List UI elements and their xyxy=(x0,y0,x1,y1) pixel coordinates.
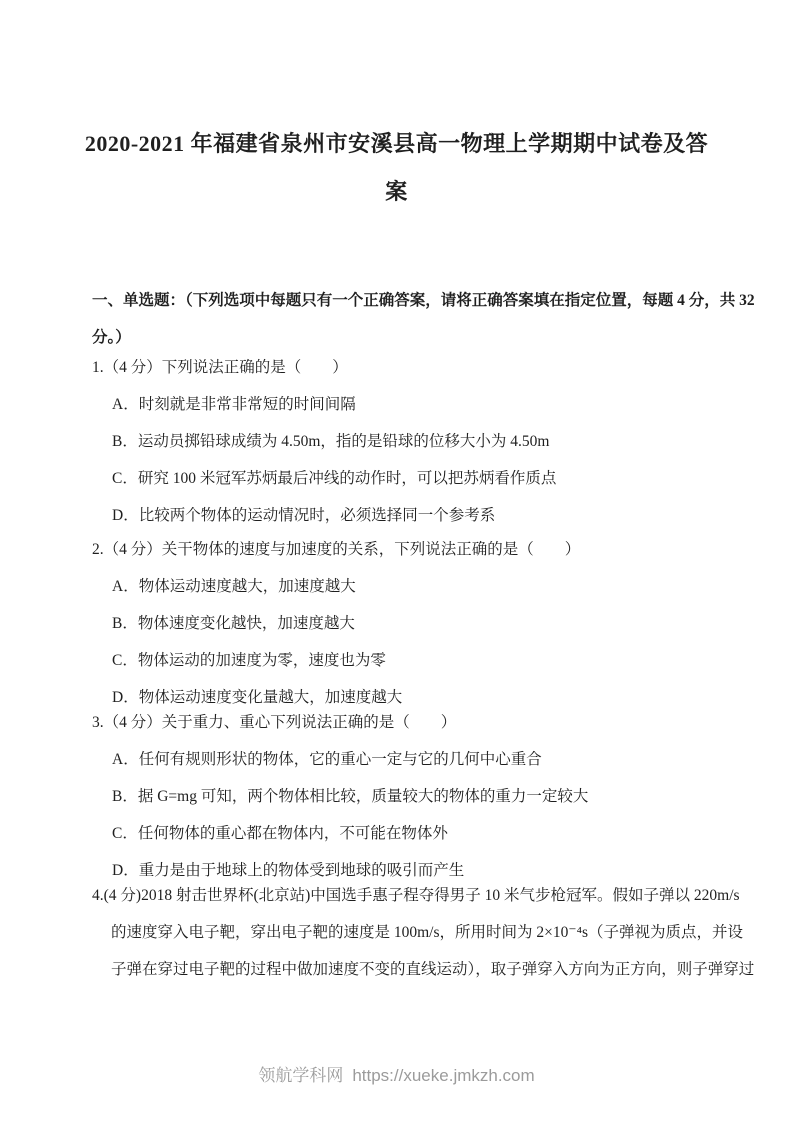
document-title xyxy=(0,120,793,216)
question-2-option-d: D．物体运动速度变化量越大，加速度越大 xyxy=(112,689,403,706)
document-title-line-1: 2020-2021 年福建省泉州市安溪县高一物理上学期期中试卷及答 xyxy=(84,131,709,156)
question-2-option-b: B．物体速度变化越快，加速度越大 xyxy=(112,615,355,632)
question-2-option-c: C．物体运动的加速度为零，速度也为零 xyxy=(112,652,386,669)
section-header-line-1: 一、单选题：（下列选项中每题只有一个正确答案，请将正确答案填在指定位置，每题 4 分，共 32 xyxy=(92,292,755,309)
footer-url: https://xueke.jmkzh.com xyxy=(352,1066,535,1085)
question-1-stem: 1.（4 分）下列说法正确的是（ ） xyxy=(92,359,348,376)
question-3-option-b: B．据 G=mg 可知，两个物体相比较，质量较大的物体的重力一定较大 xyxy=(112,788,589,805)
question-3-option-d: D．重力是由于地球上的物体受到地球的吸引而产生 xyxy=(112,862,465,879)
question-1-option-d: D．比较两个物体的运动情况时，必须选择同一个参考系 xyxy=(112,507,496,524)
question-1-option-a: A．时刻就是非常非常短的时间间隔 xyxy=(112,396,356,413)
question-4-stem-line-1: 4.(4 分)2018 射击世界杯(北京站)中国选手惠子程夺得男子 10 米气步枪冠军。假如子弹以 220m/s xyxy=(92,887,740,904)
question-2-option-a: A．物体运动速度越大，加速度越大 xyxy=(112,578,356,595)
question-4-stem-line-2: 的速度穿入电子靶，穿出电子靶的速度是 100m/s，所用时间为 2×10⁻⁴s（子弹视为质点，并设 xyxy=(111,924,744,941)
question-3 xyxy=(92,704,717,889)
question-3-stem: 3.（4 分）关于重力、重心下列说法正确的是（ ） xyxy=(92,714,457,731)
question-1 xyxy=(92,349,717,534)
question-1-option-c: C．研究 100 米冠军苏炳最后冲线的动作时，可以把苏炳看作质点 xyxy=(112,470,557,487)
footer-site-name: 领航学科网 xyxy=(258,1066,344,1085)
question-1-option-b: B．运动员掷铅球成绩为 4.50m，指的是铅球的位移大小为 4.50m xyxy=(112,433,550,450)
document-title-line-2: 案 xyxy=(385,179,408,204)
footer-watermark xyxy=(0,1064,793,1088)
section-header-line-2: 分。） xyxy=(92,329,131,346)
question-2 xyxy=(92,531,717,716)
question-4 xyxy=(92,877,755,988)
section-header xyxy=(92,282,755,356)
question-2-stem: 2.（4 分）关干物体的速度与加速度的关系，下列说法正确的是（ ） xyxy=(92,541,581,558)
question-4-stem-line-3: 子弹在穿过电子靶的过程中做加速度不变的直线运动），取子弹穿入方向为正方向，则子弹穿过 xyxy=(111,961,755,978)
question-3-option-c: C．任何物体的重心都在物体内，不可能在物体外 xyxy=(112,825,448,842)
question-3-option-a: A．任何有规则形状的物体，它的重心一定与它的几何中心重合 xyxy=(112,751,542,768)
